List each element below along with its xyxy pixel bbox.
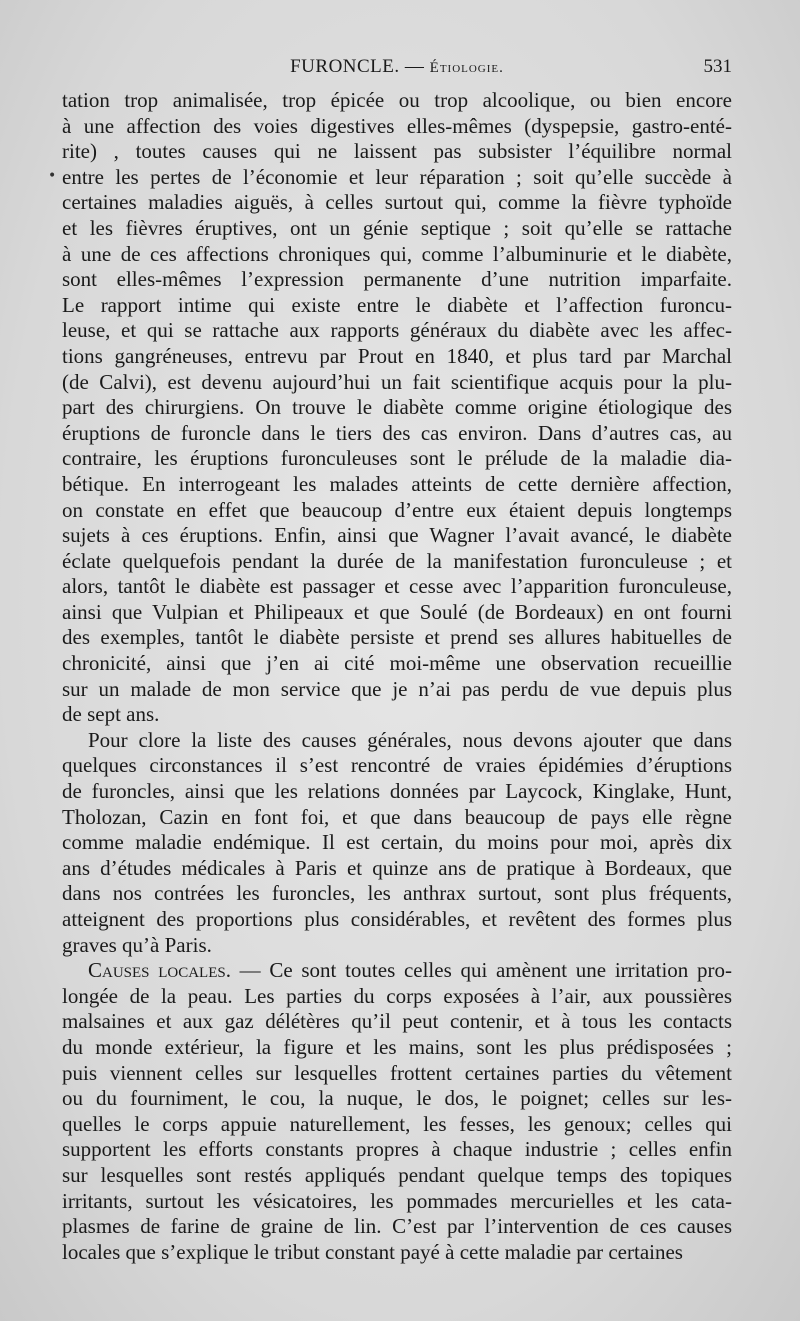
text-line [62,318,732,344]
body-text [62,88,732,1265]
text-line [62,139,732,165]
text-line [62,1189,732,1215]
text-line [62,88,732,114]
text-line [62,242,732,268]
text-line-content: malsaines et aux gaz délétères qu’il peut contenir, et à tous les contacts [62,1009,732,1034]
text-line-content: et les fièvres éruptives, ont un génie septique ; soit qu’elle se rattache [62,215,732,240]
margin-mark: • [48,168,57,184]
text-line [62,1035,732,1061]
text-line [62,702,732,728]
text-line-content: éruptions de furoncle dans le tiers des cas environ. Dans d’autres cas, au [62,420,732,445]
text-line-content: dans nos contrées les furoncles, les anthrax surtout, sont plus fréquents, [62,881,732,906]
text-line [62,344,732,370]
text-line-content: ou du fourniment, le cou, la nuque, le dos, le poignet; celles sur les- [62,1086,732,1111]
text-line-content: comme maladie endémique. Il est certain, du moins pour moi, après dix [62,830,732,855]
text-line-content: rite) , toutes causes qui ne laissent pas subsister l’équilibre normal [62,139,732,164]
text-line-content: supportent les efforts constants propres à chaque industrie ; celles enfin [62,1137,732,1162]
text-line-content: quelles le corps appuie naturellement, les fesses, les genoux; celles qui [62,1111,732,1136]
text-line-content: de furoncles, ainsi que les relations données par Laycock, Kinglake, Hunt, [62,779,732,804]
text-line-content: locales que s’explique le tribut constant payé à cette maladie par certaines [62,1239,683,1264]
text-line-content: part des chirurgiens. On trouve le diabète comme origine étiologique des [62,395,732,420]
section-heading: Causes locales. [88,958,231,983]
text-line-content: on constate en effet que beaucoup d’entre eux étaient depuis longtemps [62,497,732,522]
text-line [62,216,732,242]
text-line [62,600,732,626]
text-line-content: tation trop animalisée, trop épicée ou trop alcoolique, ou bien encore [62,88,732,112]
running-title-main: FURONCLE. [290,56,400,77]
text-line-content: entre les pertes de l’économie et leur réparation ; soit qu’elle succède à [62,164,732,189]
text-line [62,805,732,831]
text-line-content: sur lesquelles sont restés appliqués pendant quelque temps des topiques [62,1162,732,1187]
text-line-content: chronicité, ainsi que j’en ai cité moi-même une observation recueillie [62,651,732,676]
text-line-content: Le rapport intime qui existe entre le diabète et l’affection furoncu- [62,292,732,317]
text-line [62,1137,732,1163]
text-line-content: quelques circonstances il s’est rencontré de vraies épidémies d’éruptions [62,753,732,778]
text-line [62,1163,732,1189]
text-line [62,907,732,933]
text-line [62,370,732,396]
text-line [62,190,732,216]
text-line [62,933,732,959]
text-line [62,958,732,984]
text-line-content: irritants, surtout les vésicatoires, les pommades mercurielles et les cata- [62,1188,732,1213]
text-line-content: du monde extérieur, la figure et les mains, sont les plus prédisposées ; [62,1034,732,1059]
text-line [62,625,732,651]
text-line [62,856,732,882]
text-line [62,753,732,779]
text-line-content: tions gangréneuses, entrevu par Prout en 1840, et plus tard par Marchal [62,343,732,368]
text-line-content: de sept ans. [62,702,160,727]
text-line-content: ans d’études médicales à Paris et quinze ans de pratique à Bordeaux, que [62,855,732,880]
text-line [62,651,732,677]
text-line [62,267,732,293]
text-line-content: (de Calvi), est devenu aujourd’hui un fait scientifique acquis pour la plu- [62,369,732,394]
running-title-section: Étiologie. [429,60,504,76]
text-line-content: Tholozan, Cazin en font foi, et que dans beaucoup de pays elle règne [62,804,732,829]
page-header [62,56,732,86]
text-line [62,574,732,600]
text-line-content: sont elles-mêmes l’expression permanente d’une nutrition imparfaite. [62,267,732,292]
text-line [62,549,732,575]
text-line [62,881,732,907]
text-line-content: bétique. En interrogeant les malades atteints de cette dernière affection, [62,471,732,496]
text-line-content: — Ce sont toutes celles qui amènent une irritation pro- [230,958,732,983]
text-line [62,1009,732,1035]
text-line-content: ainsi que Vulpian et Philipeaux et que Soulé (de Bordeaux) en ont fourni [62,599,732,624]
text-line [62,498,732,524]
text-line-content: leuse, et qui se rattache aux rapports généraux du diabète avec les affec- [62,318,732,343]
text-line [62,830,732,856]
text-line-content: sujets à ces éruptions. Enfin, ainsi que Wagner l’avait avancé, le diabète [62,523,732,548]
text-line-content: certaines maladies aiguës, à celles surtout qui, comme la fièvre typhoïde [62,190,732,215]
text-line-content: des exemples, tantôt le diabète persiste et prend ses allures habituelles de [62,625,732,650]
text-line [62,779,732,805]
text-line [62,1214,732,1240]
text-line [62,1112,732,1138]
text-line-content: sur un malade de mon service que je n’ai pas perdu de vue depuis plus [62,676,732,701]
text-line-content: éclate quelquefois pendant la durée de la manifestation furonculeuse ; et [62,548,732,573]
text-line [62,728,732,754]
text-line [62,523,732,549]
text-line-content: contraire, les éruptions furonculeuses sont le prélude de la maladie dia- [62,446,732,471]
running-title [62,56,732,78]
text-line [62,165,732,191]
text-line-content: graves qu’à Paris. [62,932,212,957]
running-title-separator: — [399,56,430,77]
text-line [62,984,732,1010]
text-line-content: à une de ces affections chroniques qui, comme l’albuminurie et le diabète, [62,241,732,266]
text-line [62,114,732,140]
text-line-content: atteignent des proportions plus considérables, et revêtent des formes plus [62,907,732,931]
text-line-content: à une affection des voies digestives elles-mêmes (dyspepsie, gastro-enté- [62,113,732,138]
text-line [62,1086,732,1112]
text-line [62,1061,732,1087]
text-line-content: Pour clore la liste des causes générales, nous devons ajouter que dans [88,727,732,752]
text-line [62,421,732,447]
text-line [62,1240,732,1266]
text-line-content: puis viennent celles sur lesquelles frottent certaines parties du vêtement [62,1060,732,1085]
text-line [62,293,732,319]
text-line-content: alors, tantôt le diabète est passager et cesse avec l’apparition furonculeuse, [62,574,732,599]
text-line [62,395,732,421]
text-line-content: longée de la peau. Les parties du corps exposées à l’air, aux poussières [62,983,732,1008]
text-line-content: plasmes de farine de graine de lin. C’est par l’intervention de ces causes [62,1214,732,1239]
page-number: 531 [703,56,732,77]
text-line [62,472,732,498]
text-line [62,446,732,472]
text-line [62,677,732,703]
